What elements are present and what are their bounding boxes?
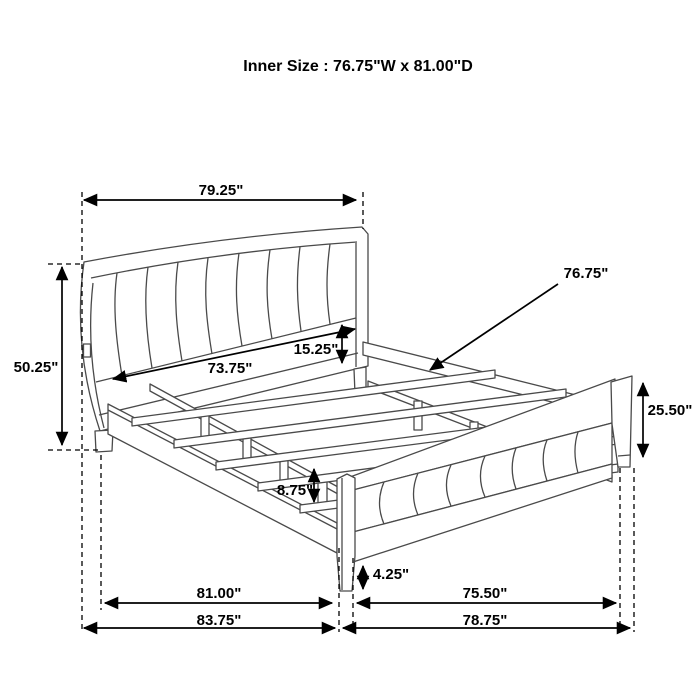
- dimension-label: 15.25": [293, 341, 339, 358]
- dimension-label: 79.25": [198, 182, 244, 199]
- dimension-footboard-inner-width: [357, 585, 616, 603]
- dimension-label: 50.25": [13, 359, 59, 376]
- dimension-outer-length: [84, 612, 335, 629]
- dimension-label: 83.75": [196, 612, 242, 629]
- support-leg: [201, 414, 209, 438]
- footboard-post-left: [337, 474, 355, 591]
- page-title: Inner Size : 76.75"W x 81.00"D: [243, 58, 473, 75]
- dimension-label: 25.50": [647, 402, 693, 419]
- dimension-label: 81.00": [196, 585, 242, 602]
- dimension-label: 8.75": [276, 482, 314, 499]
- dimension-headboard-height: [14, 267, 62, 445]
- dimension-slat-length-callout: [430, 265, 608, 370]
- callout-arrow: [430, 284, 558, 370]
- dimension-label: 78.75": [462, 612, 508, 629]
- footboard-post-right: [611, 376, 632, 467]
- dimension-label: 73.75": [207, 360, 253, 377]
- dimension-footboard-leg-height: [363, 566, 409, 589]
- dimension-label: 4.25": [372, 566, 410, 583]
- headboard-rail-bracket: [84, 344, 91, 357]
- dimension-inner-length: [105, 585, 332, 603]
- dimension-footboard-outer-width: [343, 612, 630, 629]
- dimension-label: 75.50": [462, 585, 508, 602]
- dimension-headboard-outer-width: [84, 182, 356, 200]
- bed-drawing: [80, 227, 632, 591]
- dimension-label: 76.75": [563, 265, 609, 282]
- dimension-footboard-height: [643, 383, 692, 457]
